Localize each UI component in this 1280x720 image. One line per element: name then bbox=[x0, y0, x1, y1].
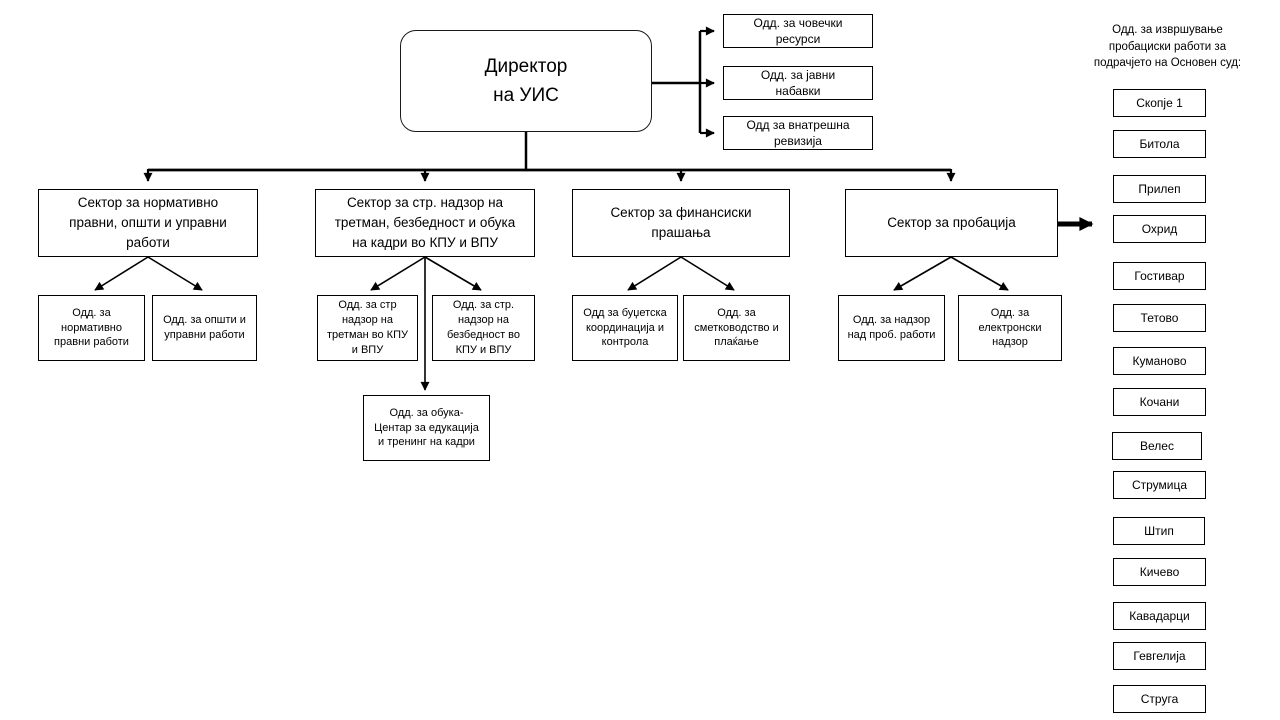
node-sector-supervision: Сектор за стр. надзор на третман, безбедност и обука на кадри во КПУ и ВПУ bbox=[315, 189, 535, 257]
node-office-kicevo: Кичево bbox=[1113, 558, 1206, 586]
node-dept-treatment-supervision: Одд. за стр надзор на третман во КПУ и ВПУ bbox=[317, 295, 418, 361]
node-sector-probation: Сектор за пробација bbox=[845, 189, 1058, 257]
node-office-gevgelija: Гевгелија bbox=[1113, 642, 1206, 670]
node-internal-audit: Одд за внатрешна ревизија bbox=[723, 116, 873, 150]
node-office-kavadarci: Кавадарци bbox=[1113, 602, 1206, 630]
node-office-kumanovo: Куманово bbox=[1113, 347, 1206, 375]
node-office-skopje1: Скопје 1 bbox=[1113, 89, 1206, 117]
node-human-resources: Одд. за човечки ресурси bbox=[723, 14, 873, 48]
node-dept-general-admin: Одд. за општи и управни работи bbox=[152, 295, 257, 361]
node-director: Директор на УИС bbox=[400, 30, 652, 132]
node-public-procurement: Одд. за јавни набавки bbox=[723, 66, 873, 100]
node-office-struga: Струга bbox=[1113, 685, 1206, 713]
probation-offices-header: Одд. за извршување пробациски работи за подрачјето на Основен суд: bbox=[1093, 24, 1242, 70]
node-dept-training-center: Одд. за обука- Центар за едукација и тренинг на кадри bbox=[363, 395, 490, 461]
node-dept-security-supervision: Одд. за стр. надзор на безбедност во КПУ и ВПУ bbox=[432, 295, 535, 361]
node-office-gostivar: Гостивар bbox=[1113, 262, 1206, 290]
node-dept-electronic-monitoring: Одд. за електронски надзор bbox=[958, 295, 1062, 361]
node-office-stip: Штип bbox=[1113, 517, 1205, 545]
node-office-veles: Велес bbox=[1112, 432, 1202, 460]
node-office-kocani: Кочани bbox=[1113, 388, 1206, 416]
node-dept-probation-supervision: Одд. за надзор над проб. работи bbox=[838, 295, 945, 361]
node-dept-accounting-payments: Одд. за сметководство и плаќање bbox=[683, 295, 790, 361]
node-dept-budget-coordination: Одд за буџетска координација и контрола bbox=[572, 295, 678, 361]
node-sector-legal: Сектор за нормативно правни, општи и управни работи bbox=[38, 189, 258, 257]
node-office-prilep: Прилеп bbox=[1113, 175, 1206, 203]
node-office-tetovo: Тетово bbox=[1113, 304, 1206, 332]
node-dept-normative-legal: Одд. за нормативно правни работи bbox=[38, 295, 145, 361]
node-office-ohrid: Охрид bbox=[1113, 215, 1206, 243]
node-office-bitola: Битола bbox=[1113, 130, 1206, 158]
node-sector-finance: Сектор за финансиски прашања bbox=[572, 189, 790, 257]
node-office-strumica: Струмица bbox=[1113, 471, 1206, 499]
